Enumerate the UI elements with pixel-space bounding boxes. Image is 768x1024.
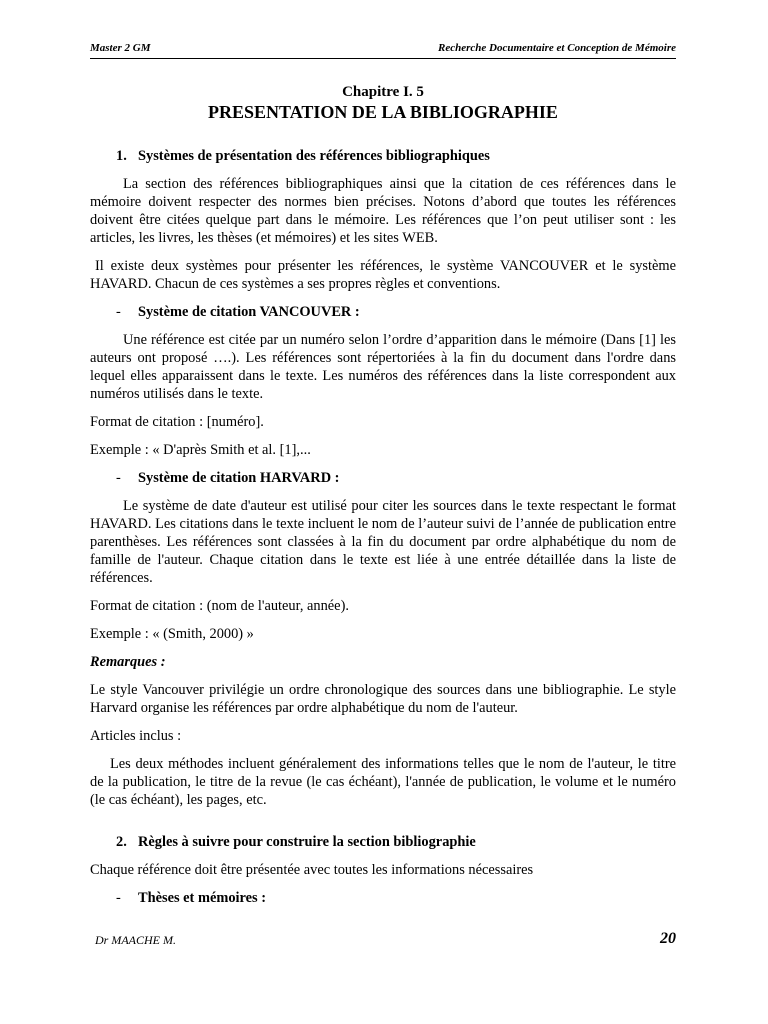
section-2-title: Règles à suivre pour construire la section bibliographie: [138, 834, 476, 850]
section-1-paragraph-2: Il existe deux systèmes pour présenter les références, le système VANCOUVER et le système HAVARD. Chacun de ces systèmes a ses propres règles et conventions.: [90, 258, 676, 292]
remarks-title: Remarques :: [90, 654, 166, 670]
section-1-heading: [116, 147, 676, 165]
harvard-example: Exemple : « (Smith, 2000) »: [90, 626, 254, 642]
vancouver-title: Système de citation VANCOUVER :: [138, 304, 360, 320]
section-2-paragraph: Chaque référence doit être présentée avec toutes les informations nécessaires: [90, 862, 534, 878]
section-1-paragraph-1: La section des références bibliographiques ainsi que la citation de ces références dans le mémoire doivent respecter des normes bien précises. Notons d’abord que toutes les références doivent être citées quelque part dans le mémoire. Les références que l’on peut utiliser sont : les articles, les livres, les thèses (et mémoires) et les sites WEB.: [90, 176, 676, 246]
header-subject: Recherche Documentaire et Conception de Mémoire: [438, 42, 676, 54]
section-2-number: 2.: [116, 834, 127, 850]
page-header: [90, 40, 676, 59]
articles-paragraph: Les deux méthodes incluent généralement des informations telles que le nom de l'auteur, le titre de la publication, le titre de la revue (le cas échéant), l'année de publication, le volume et le numéro (le cas échéant), les pages, etc.: [90, 756, 676, 808]
vancouver-example: Exemple : « D'après Smith et al. [1],...: [90, 442, 311, 458]
vancouver-format: Format de citation : [numéro].: [90, 414, 264, 430]
theses-heading: [116, 889, 676, 907]
remarks-paragraph: Le style Vancouver privilégie un ordre chronologique des sources dans une bibliographie. Le style Harvard organise les références par ordre alphabétique du nom de l'auteur.: [90, 682, 676, 716]
page-content: [90, 83, 676, 907]
header-course: Master 2 GM: [90, 42, 151, 54]
harvard-format: Format de citation : (nom de l'auteur, année).: [90, 598, 349, 614]
dash-bullet: -: [116, 304, 121, 320]
harvard-heading: [116, 469, 676, 487]
dash-bullet: -: [116, 470, 121, 486]
section-2-heading: [116, 833, 676, 851]
section-1-title: Systèmes de présentation des références bibliographiques: [138, 148, 490, 164]
vancouver-paragraph: Une référence est citée par un numéro selon l’ordre d’apparition dans le mémoire (Dans [1] les auteurs ont proposé ….). Les références sont répertoriées à la fin du document dans l'ordre dans lequel elles apparaissent dans le texte. Les numéros des références dans la liste correspondent aux numéros utilisés dans le texte.: [90, 332, 676, 402]
section-1-number: 1.: [116, 148, 127, 164]
chapter-title: PRESENTATION DE LA BIBLIOGRAPHIE: [208, 102, 558, 122]
theses-title: Thèses et mémoires :: [138, 890, 267, 906]
chapter-number: Chapitre I. 5: [342, 84, 424, 100]
harvard-paragraph: Le système de date d'auteur est utilisé pour citer les sources dans le texte respectant le format HAVARD. Les citations dans le texte incluent le nom de l’auteur suivi de l’année de publication entre parenthèses. Les références sont classées à la fin du document par ordre alphabétique du nom de famille de l'auteur. Chaque citation dans le texte est liée à une entrée détaillée dans la liste de références.: [90, 498, 676, 586]
page-number: 20: [660, 930, 676, 947]
harvard-title: Système de citation HARVARD :: [138, 470, 340, 486]
dash-bullet: -: [116, 890, 121, 906]
articles-label: Articles inclus :: [90, 728, 182, 744]
page-footer: [90, 930, 676, 950]
footer-author: Dr MAACHE M.: [95, 933, 176, 947]
vancouver-heading: [116, 303, 676, 321]
